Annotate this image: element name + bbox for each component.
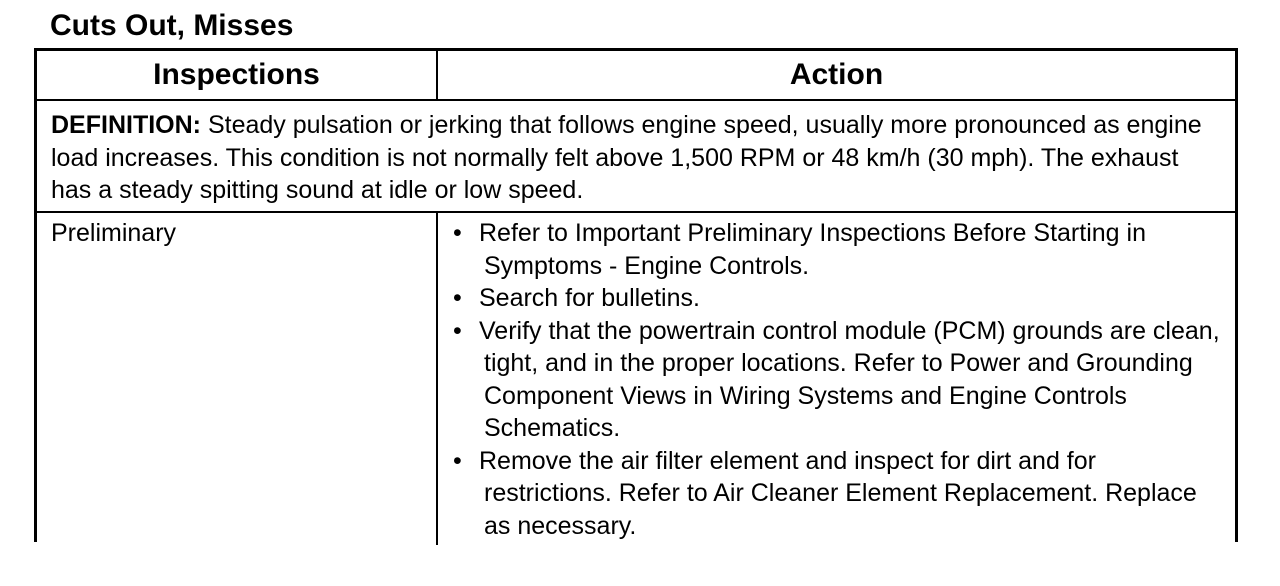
action-list [449,217,1229,542]
action-item [449,282,1229,315]
page-title: Cuts Out, Misses [50,9,294,42]
column-header-action: Action [789,58,884,91]
definition-label: DEFINITION: [51,111,201,139]
action-text: Verify that the powertrain control module (PCM) grounds are clean, tight, and in the proper locations. Refer to Power and Grounding Component Views in Wiring Systems and Engine Controls Schematics. [479,316,1220,442]
column-divider [436,213,438,545]
table-row [37,213,1235,545]
table-header-row [37,51,1235,101]
action-item [449,217,1229,282]
definition-body: Steady pulsation or jerking that follows engine speed, usually more pronounced as engine load increases. This condition is not normally felt above 1,500 RPM or 48 km/h (30 mph). The exhaust has a steady spitting sound at idle or low speed. [51,111,1202,204]
diagnostic-table [34,48,1238,542]
bullet-icon: • [453,446,462,475]
action-item [449,315,1229,445]
action-text: Remove the air filter element and inspect for dirt and for restrictions. Refer to Air Cleaner Element Replacement. Replace as necessary. [479,446,1197,540]
action-text: Refer to Important Preliminary Inspections Before Starting in Symptoms - Engine Controls. [479,219,1146,280]
action-text: Search for bulletins. [479,284,700,312]
bullet-icon: • [453,316,462,345]
bullet-icon: • [453,219,462,247]
inspection-step: Preliminary [51,219,177,247]
action-item [449,445,1229,543]
bullet-icon: • [453,284,462,312]
definition-text [51,109,1221,207]
definition-row [37,101,1235,213]
column-header-inspections: Inspections [37,51,438,99]
